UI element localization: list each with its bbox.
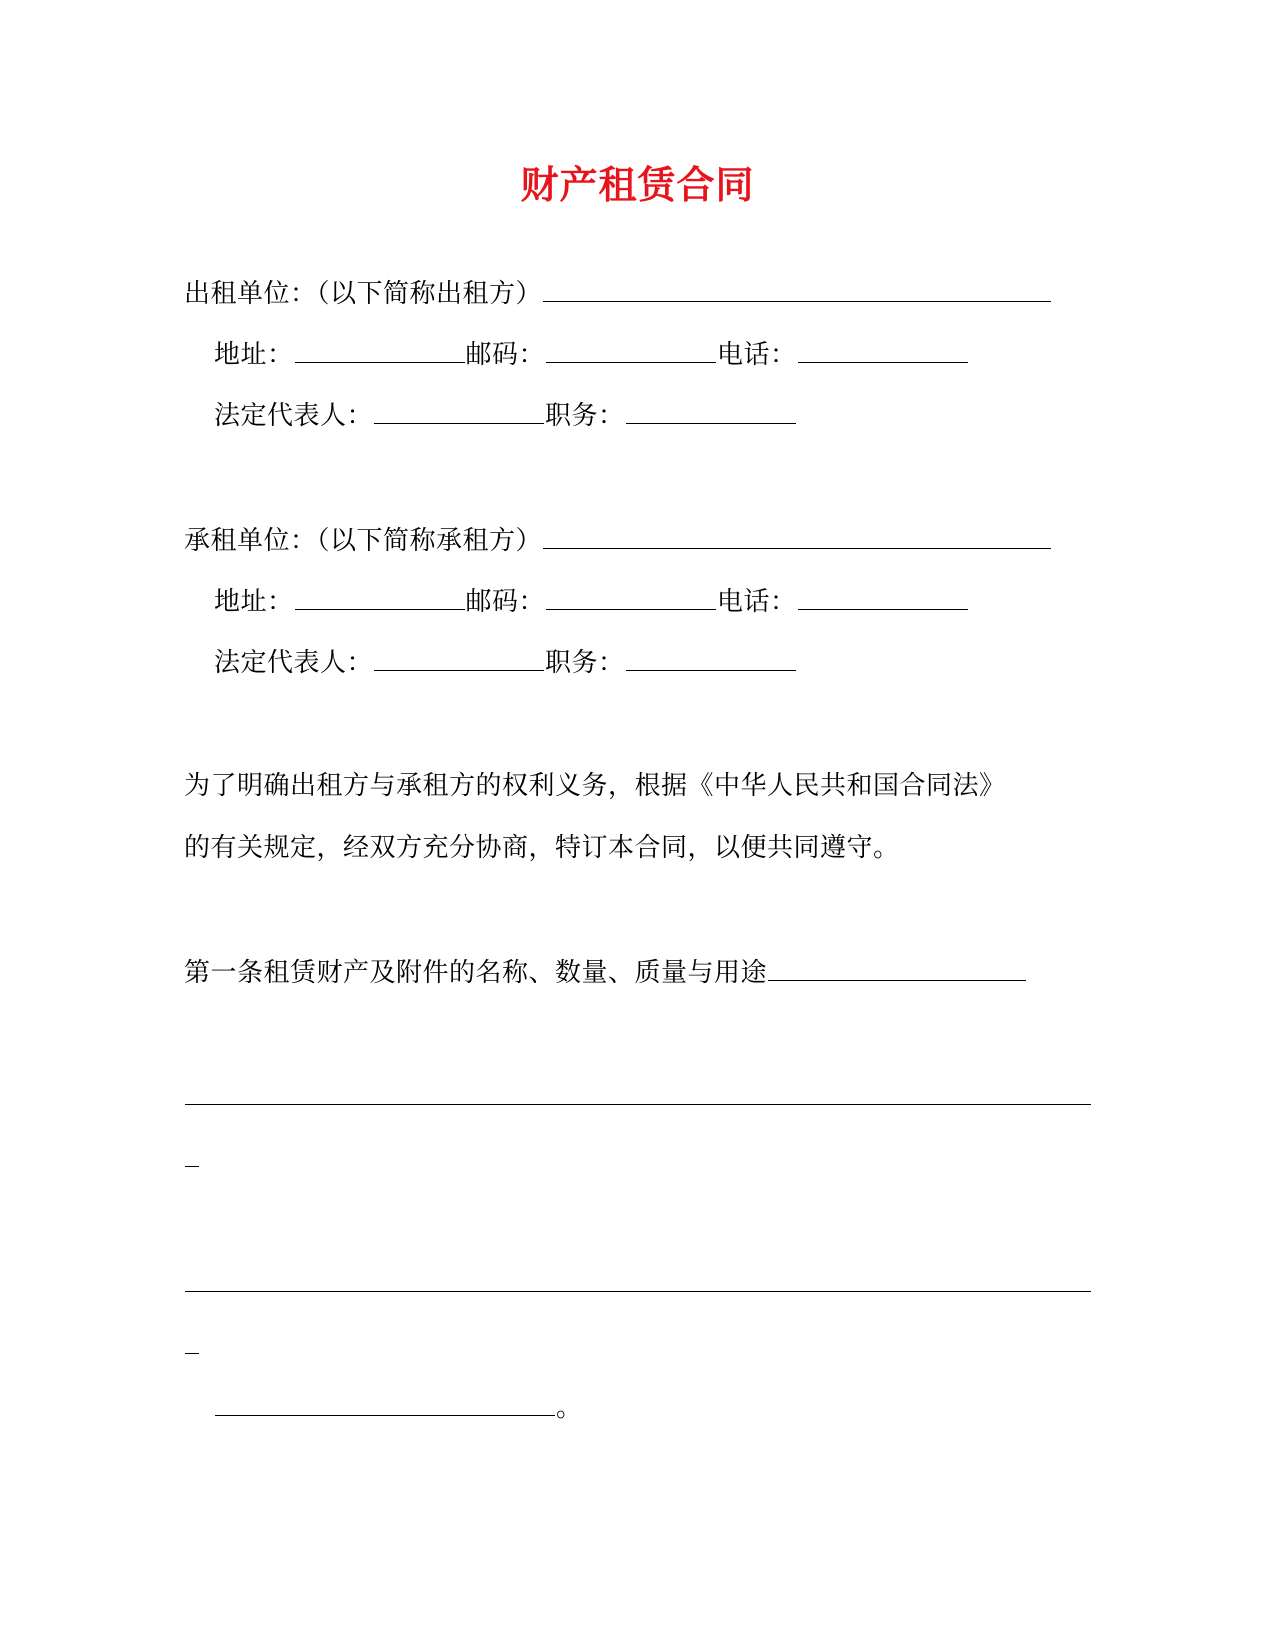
article1-final-blank[interactable] <box>215 1389 555 1416</box>
lessee-position-blank[interactable] <box>626 644 796 671</box>
article1-fill-blank-2-tail[interactable] <box>185 1327 199 1354</box>
article1-blank[interactable] <box>768 954 1026 981</box>
lessor-address-blank[interactable] <box>295 336 465 363</box>
lessor-position-label: 职务： <box>545 401 625 431</box>
lessee-unit-row <box>184 522 1052 559</box>
lessee-phone-blank[interactable] <box>798 583 968 610</box>
article1-fill-blank-2[interactable] <box>185 1265 1091 1292</box>
article1-fill-line-1 <box>184 1078 1092 1115</box>
lessor-unit-blank[interactable] <box>543 275 1051 302</box>
lessor-position-blank[interactable] <box>626 397 796 424</box>
lessee-contact-row <box>214 583 969 620</box>
article1-row <box>184 954 1027 991</box>
lessee-legal-rep-label: 法定代表人： <box>214 648 374 678</box>
lessee-postcode-label: 邮码： <box>465 587 546 617</box>
lessor-contact-row <box>214 336 969 373</box>
lessee-address-label: 地址： <box>214 587 294 617</box>
lessor-legal-rep-label: 法定代表人： <box>214 401 374 431</box>
lessee-phone-label: 电话： <box>717 587 797 617</box>
lessee-postcode-blank[interactable] <box>546 583 716 610</box>
lessee-unit-blank[interactable] <box>543 522 1051 549</box>
article1-final-row <box>214 1389 583 1426</box>
article1-fill-blank-1[interactable] <box>185 1078 1091 1105</box>
article1-fill-blank-1-tail[interactable] <box>185 1140 199 1167</box>
lessee-rep-row <box>214 644 797 681</box>
document-title: 财产租赁合同 <box>520 162 755 207</box>
lessor-unit-row <box>184 275 1052 312</box>
lessee-legal-rep-blank[interactable] <box>374 644 544 671</box>
lessor-phone-label: 电话： <box>717 340 797 370</box>
article1-text: 第一条租赁财产及附件的名称、数量、质量与用途 <box>184 958 768 988</box>
preamble-line-1: 为了明确出租方与承租方的权利义务，根据《中华人民共和国合同法》 <box>184 771 1006 801</box>
lessor-address-label: 地址： <box>214 340 294 370</box>
article1-end-mark: 。 <box>556 1393 583 1423</box>
preamble-line-2: 的有关规定，经双方充分协商，特订本合同，以便共同遵守。 <box>184 833 900 863</box>
article1-fill-line-2 <box>184 1265 1092 1302</box>
lessee-unit-label: 承租单位：（以下简称承租方） <box>184 526 543 556</box>
lessor-unit-label: 出租单位：（以下简称出租方） <box>184 279 543 309</box>
article1-fill-line-2-tail <box>184 1327 200 1364</box>
article1-fill-line-1-tail <box>184 1140 200 1177</box>
lessee-position-label: 职务： <box>545 648 625 678</box>
lessor-phone-blank[interactable] <box>798 336 968 363</box>
lessor-rep-row <box>214 397 797 434</box>
lessor-postcode-label: 邮码： <box>465 340 546 370</box>
lessor-legal-rep-blank[interactable] <box>374 397 544 424</box>
lessee-address-blank[interactable] <box>295 583 465 610</box>
lessor-postcode-blank[interactable] <box>546 336 716 363</box>
